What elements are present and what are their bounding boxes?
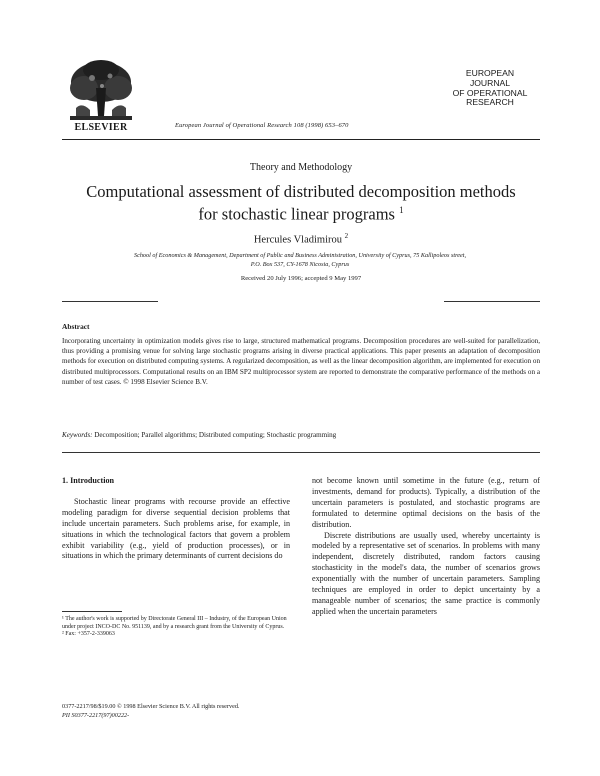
body-column-right <box>312 476 540 618</box>
paragraph: not become known until sometime in the future (e.g., return of investments, demand for products). Typically, a distribution of the uncertain parameters is postulated, and stochastic programs are formulated to determine optimal decisions on the basis of the distribution. <box>312 476 540 529</box>
title-footnote-mark: 1 <box>399 205 404 215</box>
article-title <box>62 182 540 224</box>
pii-line: PII S0377-2217(97)00222- <box>62 711 130 719</box>
received-dates: Received 20 July 1996; accepted 9 May 1997 <box>240 275 362 282</box>
journal-title <box>440 69 540 108</box>
author-footnote-mark: 2 <box>344 232 349 240</box>
keywords-list: Decomposition; Parallel algorithms; Distributed computing; Stochastic programming <box>94 431 337 439</box>
author-affiliation: School of Economics & Management, Department of Public and Business Administration, University of Cyprus, 75 Kallipoleos street, P.O. Box 537, CY-1678 Nicosia, Cyprus <box>133 252 467 268</box>
paragraph: Discrete distributions are usually used, whereby uncertainty is modeled by a representative set of scenarios. In problems with many independent, discretely distributed, random factors causing stochasticity in the model's data, the number of scenarios grows exponentially with the number of uncertain parameters. Sampling techniques are employed in order to depict uncertainty by a manageable number of scenarios; the same practice is commonly applied when the uncertain parameters <box>312 530 540 616</box>
author-name: Hercules Vladimirou $^2$ <box>253 232 349 246</box>
body-column-left <box>62 476 290 562</box>
article-title-line: for stochastic linear programs $^1$ <box>198 204 404 224</box>
copyright-line: 0377-2217/98/$19.00 © 1998 Elsevier Science B.V. All rights reserved. <box>62 703 240 710</box>
journal-title-line: RESEARCH <box>466 97 514 108</box>
publisher-name: ELSEVIER <box>74 122 128 133</box>
publication-info <box>62 703 362 721</box>
section-heading: Theory and Methodology <box>249 162 353 173</box>
abstract-rule <box>62 452 540 453</box>
footnote: ² Fax: +357-2-339063 <box>62 631 115 638</box>
footnotes <box>62 616 290 639</box>
journal-title-line: JOURNAL <box>469 77 511 88</box>
journal-title-line: OF OPERATIONAL <box>452 87 528 98</box>
divider-rule <box>62 301 158 302</box>
article-title-line: Computational assessment of distributed decomposition methods <box>86 182 516 201</box>
paragraph: Stochastic linear programs with recourse provide an effective modeling paradigm for diverse sequential decision problems that include uncertain parameters. Such problems arise, for example, in situations in which the technological factors that govern a problem exhibit variability (e.g., yield of production processes), or in situations in which the primary determinants of current decisions do <box>62 496 290 561</box>
keywords <box>62 431 540 439</box>
intro-heading: 1. Introduction <box>62 476 115 485</box>
abstract-heading: Abstract <box>62 322 90 331</box>
journal-citation: European Journal of Operational Research 108 (1998) 653–670 <box>175 122 349 129</box>
abstract-text: Incorporating uncertainty in optimization models gives rise to large, structured mathematical programs. Decomposition procedures are well-suited for parallelization, thus providing a promising venue for solving large stochastic programs arising in diverse practical applications. This paper presents an adaptation of decomposition methods for execution on distributed computing systems. A regularized decomposition, as well as the linear decomposition algorithm, are implemented for execution on distributed multiprocessors. Computational results on an IBM SP2 multiprocessor system are reported to demonstrate the comparative performance of the methods on a number of test cases. © 1998 Elsevier Science B.V. <box>62 337 540 386</box>
header-rule <box>62 139 540 140</box>
divider-rule <box>444 301 540 302</box>
journal-title-line: EUROPEAN <box>465 68 515 78</box>
keywords-label: Keywords: <box>62 431 93 439</box>
footnote-rule <box>62 611 122 612</box>
footnote: ¹ The author's work is supported by Directorate General III – Industry, of the European Union under project INCO-DC No. 951139, and by a research grant from the University of Cyprus. <box>62 616 287 630</box>
